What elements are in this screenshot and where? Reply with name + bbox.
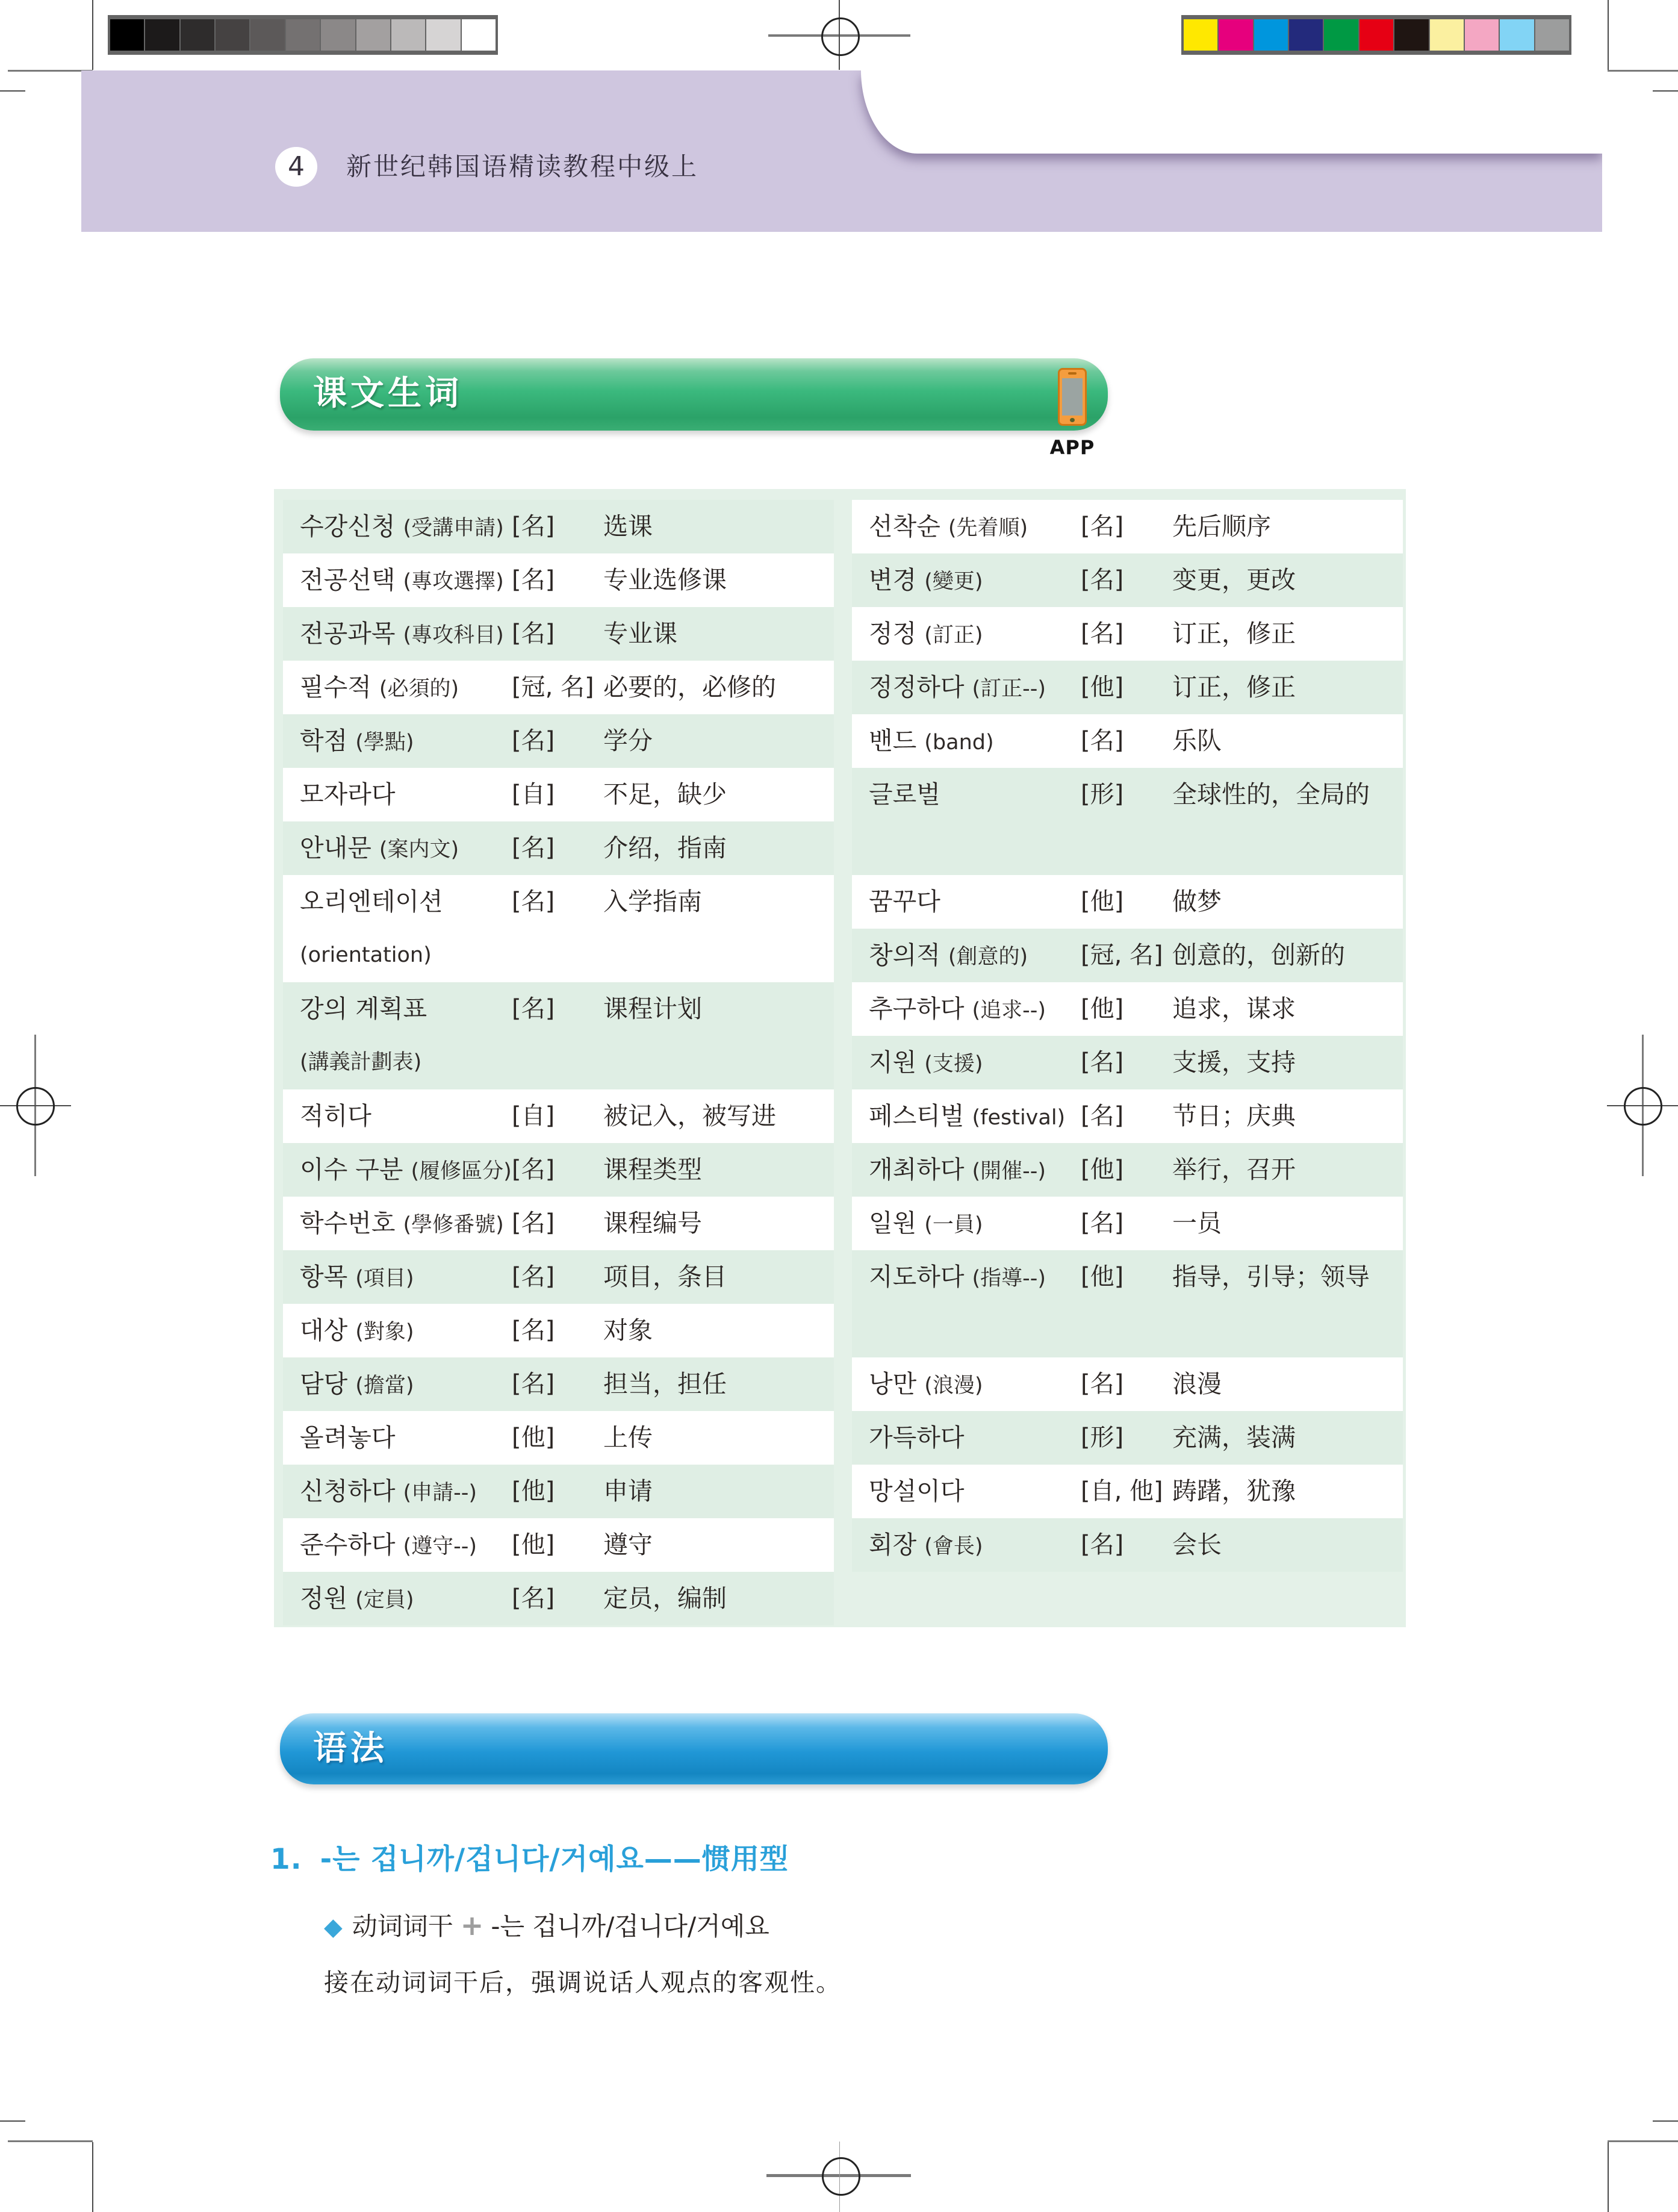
vocab-pos-tag: [冠, 名] (512, 673, 594, 701)
vocab-word: 신청하다 (申請--) (300, 1477, 477, 1506)
grayscale-swatch (321, 19, 355, 51)
vocab-pos-tag: [名] (512, 566, 555, 594)
vocab-pos-tag: [形] (1081, 780, 1124, 808)
vocab-row (283, 1357, 834, 1411)
vocab-meaning: 申请 (603, 1477, 653, 1506)
color-swatch (1289, 19, 1323, 51)
vocab-pos-tag: [名] (512, 1209, 555, 1237)
vocab-row (852, 982, 1403, 1036)
phone-home-button (1070, 418, 1075, 422)
vocab-row (283, 1304, 834, 1357)
crop-mark-top-right-v (1608, 0, 1609, 70)
crop-mark-bottom-left-v (92, 2142, 93, 2212)
grammar-item-korean: -는 겁니까/겁니다/거예요 (320, 1843, 644, 1876)
vocab-row (852, 1036, 1403, 1089)
vocab-pos-tag: [名] (512, 1263, 555, 1291)
vocab-word: 올려놓다 (300, 1423, 396, 1452)
vocab-word: 정정 (訂正) (869, 619, 983, 648)
vocab-word: 지도하다 (指導--) (869, 1262, 1046, 1291)
vocab-row (283, 1143, 834, 1197)
vocab-pos-tag: [名] (1081, 1048, 1124, 1076)
page-number-badge (275, 147, 317, 187)
crop-mark-top-right-h (1608, 70, 1678, 72)
color-swatch (1500, 19, 1534, 51)
vocab-pos-tag: [名] (512, 727, 555, 755)
vocab-word: 항목 (項目) (300, 1262, 414, 1291)
crop-mark-top-left-v (92, 0, 93, 70)
vocab-word: 추구하다 (追求--) (869, 994, 1046, 1023)
vocab-pos-tag: [名] (512, 995, 555, 1023)
vocab-word: 필수적 (必須的) (300, 673, 459, 702)
vocab-word: 담당 (擔當) (300, 1369, 414, 1398)
vocab-word: 페스티벌 (festival) (869, 1101, 1066, 1130)
vocab-meaning: 订正，修正 (1172, 619, 1296, 648)
vocab-word: 안내문 (案内文) (300, 833, 459, 862)
vocab-row (852, 607, 1403, 661)
vocab-meaning: 遵守 (603, 1530, 653, 1559)
vocab-pos-tag: [名] (512, 1584, 555, 1612)
vocab-pos-tag: [名] (1081, 1209, 1124, 1237)
vocab-row (283, 982, 834, 1089)
color-swatch (1394, 19, 1428, 51)
vocab-row (852, 1089, 1403, 1143)
book-title: 新世纪韩国语精读教程中级上 (346, 152, 699, 181)
vocab-meaning: 举行，召开 (1172, 1155, 1296, 1184)
crop-mark-top-left-h2 (0, 90, 25, 92)
color-swatch (1465, 19, 1499, 51)
vocab-word: 정원 (定員) (300, 1584, 414, 1613)
register-mark-right-middle-circle (1624, 1087, 1662, 1126)
vocab-word: 정정하다 (訂正--) (869, 673, 1046, 702)
vocab-meaning: 创意的，创新的 (1172, 941, 1345, 970)
vocab-word: 대상 (對象) (300, 1316, 414, 1345)
vocab-word: 가득하다 (869, 1423, 965, 1452)
color-swatch (1219, 19, 1252, 51)
crop-mark-bottom-left-h (8, 2140, 93, 2142)
vocab-meaning: 入学指南 (603, 887, 702, 916)
vocab-row (283, 1572, 834, 1625)
vocab-word: 이수 구분 (履修區分) (300, 1155, 512, 1184)
vocab-word: 준수하다 (遵守--) (300, 1530, 477, 1559)
vocab-meaning: 全球性的，全局的 (1172, 780, 1370, 809)
color-swatch (1184, 19, 1217, 51)
vocab-meaning: 追求，谋求 (1172, 994, 1296, 1023)
vocab-pos-tag: [形] (1081, 1424, 1124, 1451)
vocab-column-left (283, 500, 834, 1625)
vocab-meaning: 课程编号 (603, 1209, 702, 1238)
vocab-meaning: 项目，条目 (603, 1262, 727, 1291)
vocab-row (852, 1411, 1403, 1465)
vocab-meaning: 被记入，被写进 (603, 1101, 776, 1130)
vocab-word: 밴드 (band) (869, 726, 994, 755)
vocab-pos-tag: [他] (1081, 1263, 1124, 1291)
vocab-section-title: 课文生词 (313, 374, 462, 413)
vocab-row (283, 1518, 834, 1572)
grayscale-swatch (426, 19, 460, 51)
crop-mark-bottom-right-h2 (1653, 2120, 1678, 2122)
crop-mark-bottom-right-h (1608, 2140, 1678, 2142)
vocab-row (852, 1250, 1403, 1357)
vocab-row (852, 1143, 1403, 1197)
vocab-row (852, 768, 1403, 875)
color-swatch (1254, 19, 1288, 51)
plus-icon: + (460, 1909, 484, 1942)
vocab-row (283, 553, 834, 607)
vocab-row (283, 875, 834, 982)
vocab-row (283, 821, 834, 875)
vocab-row (283, 1089, 834, 1143)
vocab-meaning: 定员，编制 (603, 1584, 727, 1613)
vocab-row (852, 875, 1403, 929)
vocab-row (283, 1197, 834, 1250)
vocab-word: 일원 (一員) (869, 1209, 983, 1238)
vocab-pos-tag: [名] (1081, 620, 1124, 647)
vocab-table (274, 489, 1406, 1627)
vocab-word: 모자라다 (300, 780, 396, 809)
vocab-meaning: 充满，装满 (1172, 1423, 1296, 1452)
app-label: APP (1049, 436, 1095, 459)
vocab-meaning: 订正，修正 (1172, 673, 1296, 702)
vocab-pos-tag: [名] (512, 512, 555, 540)
vocab-word: 낭만 (浪漫) (869, 1369, 983, 1398)
grammar-section-header (280, 1713, 1108, 1784)
vocab-row (283, 714, 834, 768)
phone-screen (1062, 378, 1083, 416)
formula-korean: -는 겁니까/겁니다/거예요 (491, 1911, 769, 1941)
vocab-word: 변경 (變更) (869, 565, 983, 594)
vocab-row (283, 500, 834, 553)
vocab-pos-tag: [自] (512, 1102, 555, 1130)
vocab-meaning: 选课 (603, 512, 653, 541)
vocab-section-header (280, 358, 1108, 431)
vocab-meaning: 先后顺序 (1172, 512, 1271, 541)
vocab-row (852, 1357, 1403, 1411)
grayscale-swatch (145, 19, 179, 51)
grayscale-swatch (110, 19, 144, 51)
vocab-meaning: 乐队 (1172, 726, 1222, 755)
vocab-word: 꿈꾸다 (869, 887, 940, 916)
color-swatch (1359, 19, 1393, 51)
vocab-pos-tag: [自] (512, 780, 555, 808)
vocab-meaning: 不足，缺少 (603, 780, 727, 809)
grayscale-calibration-bar (108, 15, 498, 55)
grammar-item-number: 1. (270, 1843, 302, 1876)
grammar-item-tag: ——惯用型 (644, 1843, 789, 1876)
crop-mark-top-right-h2 (1653, 90, 1678, 92)
vocab-pos-tag: [名] (1081, 1102, 1124, 1130)
vocab-meaning: 会长 (1172, 1530, 1222, 1559)
vocab-row (283, 1465, 834, 1518)
vocab-meaning: 专业选修课 (603, 565, 727, 594)
vocab-pos-tag: [名] (512, 620, 555, 647)
vocab-word: 개최하다 (開催--) (869, 1155, 1046, 1184)
vocab-meaning: 浪漫 (1172, 1369, 1222, 1398)
vocab-pos-tag: [冠, 名] (1081, 941, 1163, 969)
vocab-column-right (852, 500, 1403, 1572)
vocab-pos-tag: [他] (512, 1424, 555, 1451)
vocab-meaning: 必要的，必修的 (603, 673, 776, 702)
grayscale-swatch (216, 19, 249, 51)
register-mark-bottom-center-circle (822, 2157, 860, 2196)
vocab-word: 회장 (會長) (869, 1530, 983, 1559)
vocab-row (283, 1250, 834, 1304)
vocab-pos-tag: [名] (1081, 1531, 1124, 1559)
grayscale-swatch (250, 19, 284, 51)
vocab-row (852, 714, 1403, 768)
vocab-row (852, 1465, 1403, 1518)
vocab-pos-tag: [名] (512, 1316, 555, 1344)
vocab-row (852, 553, 1403, 607)
app-phone-icon (1058, 368, 1087, 426)
vocab-pos-tag: [他] (1081, 995, 1124, 1023)
vocab-word: 창의적 (創意的) (869, 941, 1028, 970)
vocab-pos-tag: [自, 他] (1081, 1477, 1163, 1505)
vocab-pos-tag: [名] (512, 1370, 555, 1398)
vocab-word: 강의 계획표 (講義計劃表) (300, 994, 427, 1074)
vocab-pos-tag: [名] (512, 1156, 555, 1183)
vocab-word: 적히다 (300, 1101, 371, 1130)
color-swatch (1324, 19, 1358, 51)
vocab-word: 망설이다 (869, 1477, 965, 1506)
vocab-row (852, 1518, 1403, 1572)
vocab-row (852, 500, 1403, 553)
vocab-word: 학점 (學點) (300, 726, 414, 755)
vocab-pos-tag: [名] (1081, 727, 1124, 755)
vocab-row (852, 1197, 1403, 1250)
crop-mark-bottom-right-v (1608, 2142, 1609, 2212)
vocab-word: 학수번호 (學修番號) (300, 1209, 504, 1238)
vocab-pos-tag: [他] (512, 1531, 555, 1559)
grayscale-swatch (181, 19, 214, 51)
grayscale-swatch (391, 19, 425, 51)
vocab-meaning: 踌躇，犹豫 (1172, 1477, 1296, 1506)
vocab-meaning: 介绍，指南 (603, 833, 727, 862)
crop-mark-top-left-h (8, 70, 93, 72)
vocab-meaning: 上传 (603, 1423, 653, 1452)
vocab-word: 전공선택 (專攻選擇) (300, 565, 504, 594)
vocab-meaning: 学分 (603, 726, 653, 755)
grayscale-swatch (356, 19, 390, 51)
vocab-meaning: 课程计划 (603, 994, 702, 1023)
grayscale-swatch (462, 19, 496, 51)
vocab-pos-tag: [名] (512, 888, 555, 915)
vocab-meaning: 担当，担任 (603, 1369, 727, 1398)
vocab-pos-tag: [名] (1081, 512, 1124, 540)
register-mark-left-middle-circle (16, 1087, 55, 1126)
vocab-row (283, 661, 834, 714)
grammar-section-title: 语法 (313, 1729, 388, 1768)
page-number: 4 (288, 151, 305, 182)
vocab-pos-tag: [他] (1081, 1156, 1124, 1183)
vocab-pos-tag: [名] (1081, 1370, 1124, 1398)
vocab-word: 글로벌 (869, 780, 940, 809)
vocab-row (852, 661, 1403, 714)
color-swatch (1535, 19, 1569, 51)
vocab-word: 지원 (支援) (869, 1048, 983, 1077)
vocab-meaning: 对象 (603, 1316, 653, 1345)
vocab-word: 수강신청 (受講申請) (300, 512, 504, 541)
vocab-meaning: 课程类型 (603, 1155, 702, 1184)
vocab-meaning: 节日；庆典 (1172, 1101, 1296, 1130)
vocab-meaning: 专业课 (603, 619, 677, 648)
vocab-pos-tag: [名] (1081, 566, 1124, 594)
color-swatch (1430, 19, 1464, 51)
vocab-meaning: 做梦 (1172, 887, 1222, 916)
vocab-pos-tag: [名] (512, 834, 555, 862)
vocab-pos-tag: [他] (512, 1477, 555, 1505)
vocab-word: 선착순 (先着順) (869, 512, 1028, 541)
vocab-row (283, 768, 834, 821)
vocab-row (283, 607, 834, 661)
vocab-meaning: 一员 (1172, 1209, 1222, 1238)
vocab-word: 전공과목 (專攻科目) (300, 619, 504, 648)
color-calibration-bar (1181, 15, 1571, 55)
vocab-word: 오리엔테이션 (orientation) (300, 887, 443, 967)
vocab-row (283, 1411, 834, 1465)
vocab-row (852, 929, 1403, 982)
crop-mark-bottom-left-h2 (0, 2120, 25, 2122)
phone-speaker (1068, 372, 1077, 375)
grammar-item-heading (270, 1842, 789, 1878)
vocab-meaning: 支援，支持 (1172, 1048, 1296, 1077)
diamond-bullet-icon: ◆ (324, 1913, 343, 1941)
vocab-pos-tag: [他] (1081, 888, 1124, 915)
header-band-swoosh (861, 70, 1602, 154)
grayscale-swatch (286, 19, 320, 51)
vocab-meaning: 变更，更改 (1172, 565, 1296, 594)
grammar-formula (324, 1907, 769, 1946)
grammar-explanation: 接在动词词干后，强调说话人观点的客观性。 (324, 1968, 842, 1997)
register-mark-top-center-circle (821, 17, 860, 56)
formula-lead: 动词词干 (352, 1911, 453, 1941)
vocab-pos-tag: [他] (1081, 673, 1124, 701)
vocab-meaning: 指导，引导；领导 (1172, 1262, 1370, 1291)
